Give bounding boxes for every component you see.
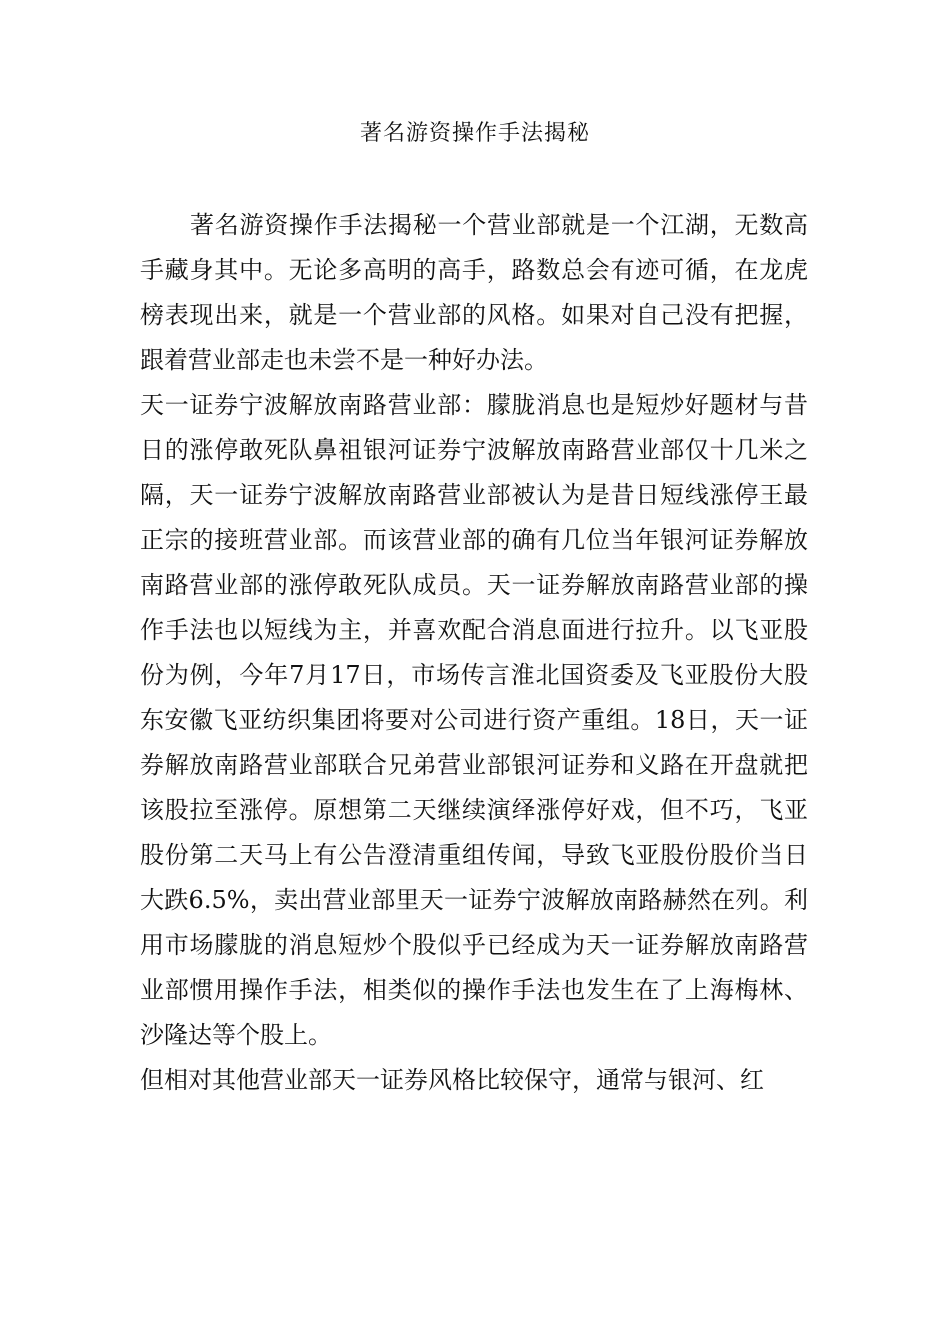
document-title: 著名游资操作手法揭秘: [359, 121, 590, 146]
document-body: [140, 203, 808, 1103]
paragraph-intro: 著名游资操作手法揭秘一个营业部就是一个江湖，无数高手藏身其中。无论多高明的高手，路数总会有迹可循，在龙虎榜表现出来，就是一个营业部的风格。如果对自己没有把握，跟着营业部走也未尝不是一种好办法。: [140, 211, 808, 374]
paragraph-comparison: 但相对其他营业部天一证券风格比较保守，通常与银河、红: [140, 1066, 764, 1094]
paragraph-tianyi-securities: 天一证券宁波解放南路营业部：朦胧消息也是短炒好题材与昔日的涨停敢死队鼻祖银河证券宁波解放南路营业部仅十几米之隔，天一证券宁波解放南路营业部被认为是昔日短线涨停王最正宗的接班营业部。而该营业部的确有几位当年银河证券解放南路营业部的涨停敢死队成员。天一证券解放南路营业部的操作手法也以短线为主，并喜欢配合消息面进行拉升。以飞亚股份为例，今年7月17日，市场传言淮北国资委及飞亚股份大股东安徽飞亚纺织集团将要对公司进行资产重组。18日，天一证券解放南路营业部联合兄弟营业部银河证券和义路在开盘就把该股拉至涨停。原想第二天继续演绎涨停好戏，但不巧，飞亚股份第二天马上有公告澄清重组传闻，导致飞亚股份股价当日大跌6.5%，卖出营业部里天一证券宁波解放南路赫然在列。利用市场朦胧的消息短炒个股似乎已经成为天一证券解放南路营业部惯用操作手法，相类似的操作手法也发生在了上海梅林、沙隆达等个股上。: [140, 391, 808, 1049]
